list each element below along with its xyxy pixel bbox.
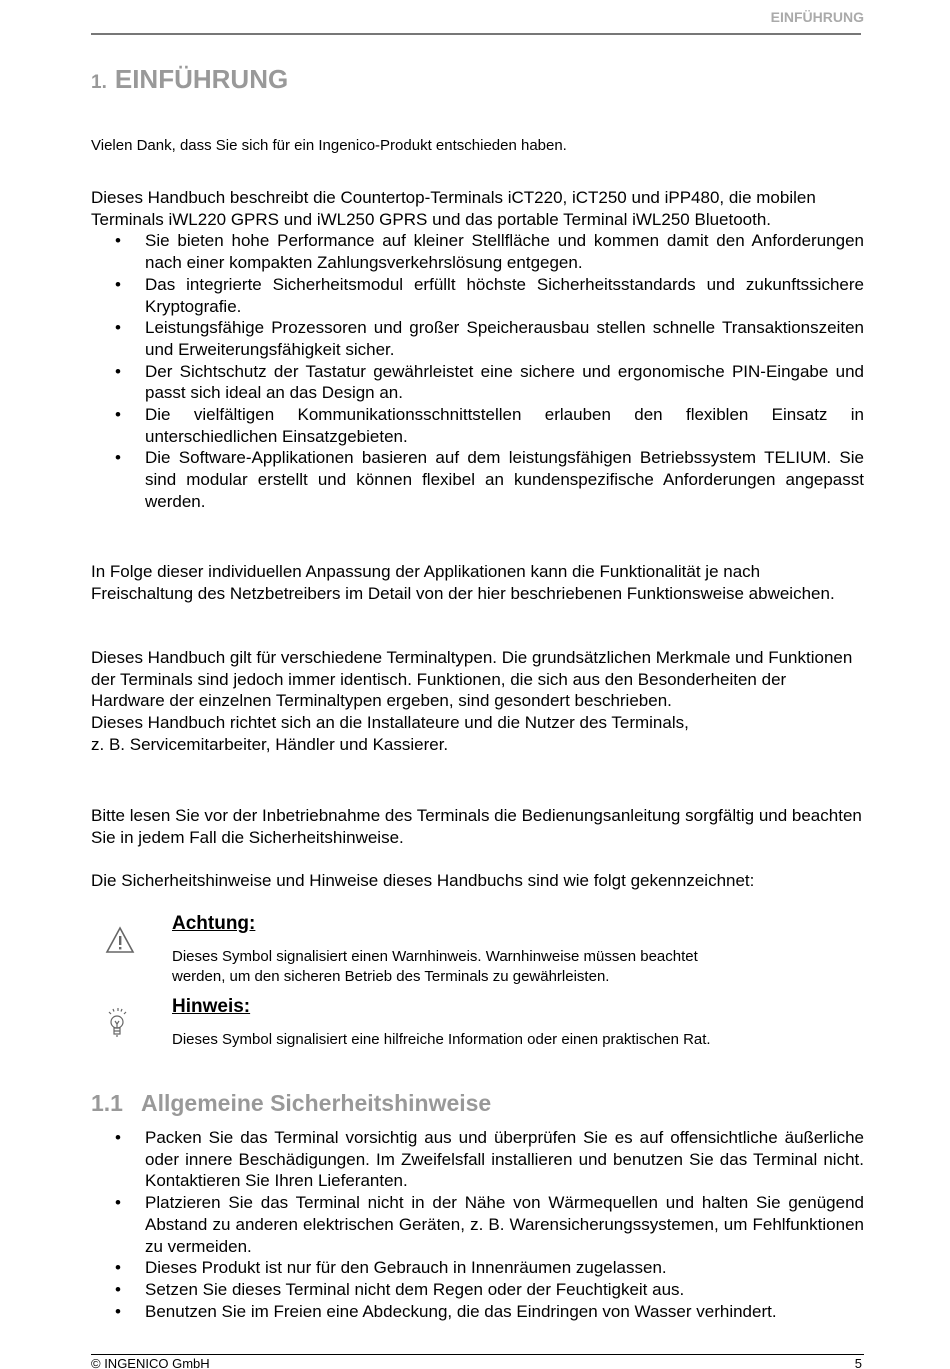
body-section-2 — [91, 647, 864, 756]
list-item: • Leistungsfähige Prozessoren und großer Speicherausbau stellen schnelle Transaktionszeiten und Erweiterungsfähigkeit sicher. — [91, 317, 864, 360]
list-item: • Setzen Sie dieses Terminal nicht dem Regen oder der Feuchtigkeit aus. — [91, 1279, 864, 1301]
paragraph: Bitte lesen Sie vor der Inbetriebnahme des Terminals die Bedienungsanleitung sorgfältig und beachten Sie in jedem Fall die Sicherheitshinweise. — [91, 806, 862, 847]
list-item: • Die Software-Applikationen basieren auf dem leistungsfähigen Betriebssystem TELIUM. Sie sind modular erstellt und können flexibel an kundenspezifische Anforderungen angepasst werden. — [91, 447, 864, 512]
chapter-title: EINFÜHRUNG — [114, 64, 289, 94]
lightbulb-hint-icon — [106, 1006, 128, 1042]
list-item: • Packen Sie das Terminal vorsichtig aus und überprüfen Sie es auf offensichtliche äußerliche oder innere Beschädigungen. Im Zweifelsfall installieren und benutzen Sie das Terminal nicht. Kontaktieren Sie Ihren Lieferanten. — [91, 1127, 864, 1192]
list-item: • Das integrierte Sicherheitsmodul erfüllt höchste Sicherheitsstandards und zukunftssichere Kryptografie. — [91, 274, 864, 317]
chapter-number: 1. — [91, 72, 107, 93]
section-heading — [91, 1090, 491, 1117]
section-number: 1.1 — [91, 1090, 123, 1116]
body-section-1 — [91, 187, 864, 513]
list-item: • Benutzen Sie im Freien eine Abdeckung, die das Eindringen von Wasser verhindert. — [91, 1301, 864, 1323]
intro-text: Vielen Dank, dass Sie sich für ein Ingenico-Produkt entschieden haben. — [91, 137, 567, 154]
footer-copyright: © INGENICO GmbH — [91, 1356, 210, 1369]
list-item: • Sie bieten hohe Performance auf kleiner Stellfläche und kommen damit den Anforderungen nach einer kompakten Zahlungsverkehrslösung entgegen. — [91, 230, 864, 273]
warning-line: Dieses Symbol signalisiert einen Warnhinweis. Warnhinweise müssen beachtet — [172, 948, 698, 965]
hint-title: Hinweis: — [172, 996, 251, 1017]
warning-triangle-icon — [105, 926, 135, 954]
list-item: • Platzieren Sie das Terminal nicht in der Nähe von Wärmequellen und halten Sie genügend Abstand zu anderen elektrischen Geräten, z. B. Warensicherungssystemen, um Fehlfunktionen zu vermeiden. — [91, 1192, 864, 1257]
warning-title: Achtung: — [172, 913, 256, 934]
footer-rule — [91, 1354, 864, 1355]
list-item: • Der Sichtschutz der Tastatur gewährleistet eine sichere und ergonomische PIN-Eingabe und passt sich ideal an das Design an. — [91, 361, 864, 404]
paragraph: z. B. Servicemitarbeiter, Händler und Kassierer. — [91, 734, 449, 754]
list-item: • Dieses Produkt ist nur für den Gebrauch in Innenräumen zugelassen. — [91, 1257, 864, 1279]
safety-list — [91, 1127, 864, 1322]
section-title: Allgemeine Sicherheitshinweise — [140, 1090, 492, 1116]
warning-text — [172, 947, 812, 987]
running-header: EINFÜHRUNG — [770, 9, 864, 25]
paragraph: Dieses Handbuch richtet sich an die Installateure und die Nutzer des Terminals, — [91, 713, 689, 733]
page-number: 5 — [854, 1356, 862, 1369]
paragraph: Dieses Handbuch gilt für verschiedene Terminaltypen. Die grundsätzlichen Merkmale und Funktionen der Terminals sind jedoch immer identisch. Funktionen, die sich aus den Besonderheiten der Hardware der einzelnen Terminaltypen ergeben, sind gesondert beschrieben. — [91, 648, 853, 711]
paragraph: Dieses Handbuch beschreibt die Countertop-Terminals iCT220, iCT250 und iPP480, die mobilen Terminals iWL220 GPRS und iWL250 GPRS und das portable Terminal iWL250 Bluetooth. — [91, 188, 816, 229]
chapter-heading — [91, 64, 288, 95]
header-rule — [91, 33, 861, 35]
hint-text: Dieses Symbol signalisiert eine hilfreiche Information oder einen praktischen Rat. — [172, 1031, 711, 1048]
paragraph: In Folge dieser individuellen Anpassung der Applikationen kann die Funktionalität je nach Freischaltung des Netzbetreibers im Detail von der hier beschriebenen Funktionsweise abweichen. — [91, 562, 835, 603]
list-item: • Die vielfältigen Kommunikationsschnittstellen erlauben den flexiblen Einsatz in unterschiedlichen Einsatzgebieten. — [91, 404, 864, 447]
warning-line: werden, um den sicheren Betrieb des Terminals zu gewährleisten. — [172, 968, 610, 985]
feature-list — [91, 230, 864, 512]
paragraph: Die Sicherheitshinweise und Hinweise dieses Handbuchs sind wie folgt gekennzeichnet: — [91, 871, 755, 890]
